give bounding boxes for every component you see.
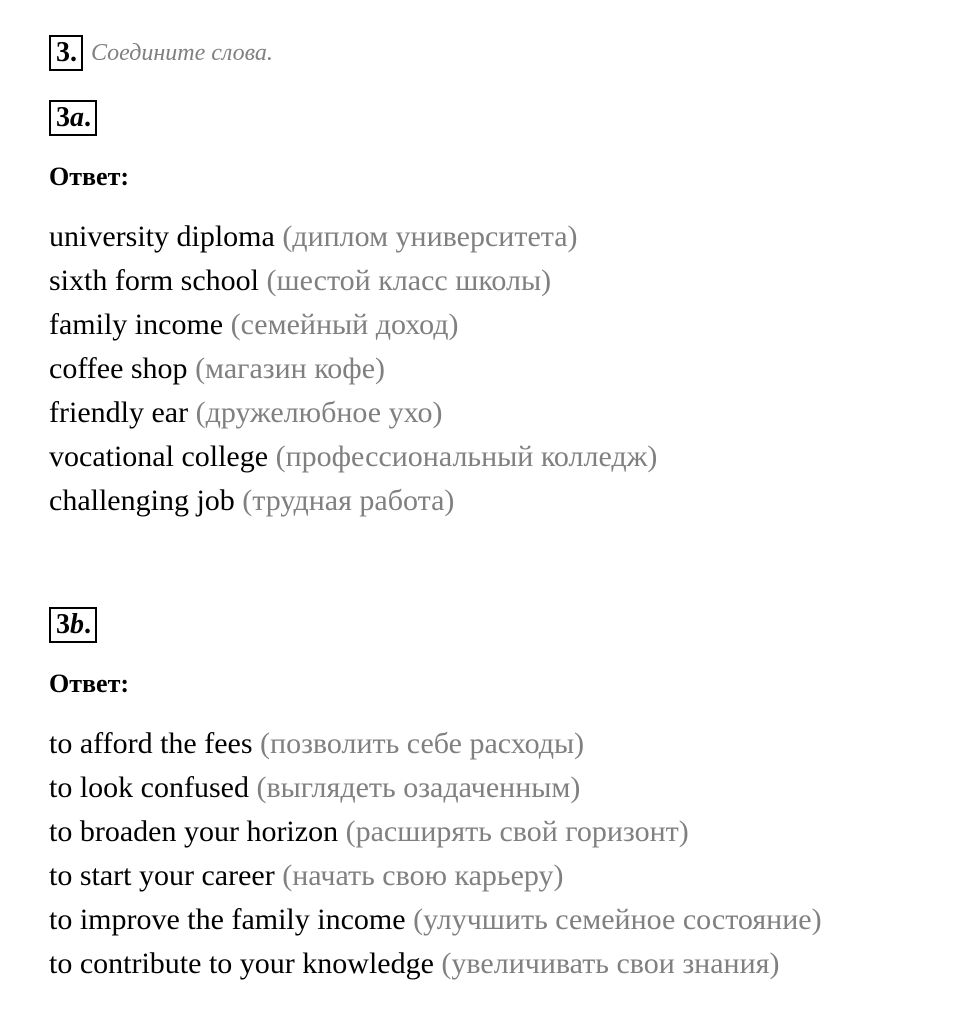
section-suffix: . xyxy=(84,609,91,640)
english-phrase: to look confused xyxy=(49,771,249,804)
english-phrase: to improve the family income xyxy=(49,903,406,936)
word-pair xyxy=(49,942,822,986)
russian-translation: (профессиональный колледж) xyxy=(275,440,658,473)
english-phrase: family income xyxy=(49,308,224,341)
section-3b-label xyxy=(49,607,97,643)
russian-translation: (улучшить семейное состояние) xyxy=(413,903,822,936)
russian-translation: (расширять свой горизонт) xyxy=(345,815,689,848)
russian-translation: (выглядеть озадаченным) xyxy=(256,771,581,804)
word-pair xyxy=(49,303,657,347)
english-phrase: vocational college xyxy=(49,440,269,473)
task-header xyxy=(49,35,273,71)
word-pair xyxy=(49,215,657,259)
task-number-suffix: . xyxy=(70,37,77,68)
russian-translation: (семейный доход) xyxy=(230,308,459,341)
task-number-box xyxy=(49,35,83,71)
word-pairs-3a xyxy=(49,215,657,523)
english-phrase: sixth form school xyxy=(49,264,259,297)
task-number: 3 xyxy=(56,37,70,68)
russian-translation: (увеличивать свои знания) xyxy=(441,947,780,980)
russian-translation: (диплом университета) xyxy=(282,220,578,253)
answer-label-3b: Ответ: xyxy=(49,669,130,698)
word-pair xyxy=(49,435,657,479)
section-letter: a xyxy=(70,102,84,133)
section-letter: b xyxy=(70,609,84,640)
section-suffix: . xyxy=(84,102,91,133)
english-phrase: to afford the fees xyxy=(49,727,253,760)
russian-translation: (дружелюбное ухо) xyxy=(195,396,443,429)
english-phrase: challenging job xyxy=(49,484,235,517)
english-phrase: university diploma xyxy=(49,220,275,253)
russian-translation: (трудная работа) xyxy=(242,484,455,517)
word-pair xyxy=(49,854,822,898)
word-pair xyxy=(49,479,657,523)
russian-translation: (шестой класс школы) xyxy=(266,264,552,297)
section-number-box xyxy=(49,607,97,643)
russian-translation: (начать свою карьеру) xyxy=(282,859,564,892)
word-pair xyxy=(49,898,822,942)
english-phrase: to start your career xyxy=(49,859,275,892)
english-phrase: friendly ear xyxy=(49,396,189,429)
section-3a-label xyxy=(49,100,97,136)
russian-translation: (позволить себе расходы) xyxy=(260,727,585,760)
word-pair xyxy=(49,722,822,766)
word-pair xyxy=(49,259,657,303)
word-pairs-3b xyxy=(49,722,822,986)
english-phrase: to contribute to your knowledge xyxy=(49,947,434,980)
section-number: 3 xyxy=(56,609,70,640)
word-pair xyxy=(49,347,657,391)
word-pair xyxy=(49,766,822,810)
english-phrase: coffee shop xyxy=(49,352,188,385)
word-pair xyxy=(49,391,657,435)
task-instruction: Соедините слова. xyxy=(91,39,273,66)
section-number-box xyxy=(49,100,97,136)
russian-translation: (магазин кофе) xyxy=(195,352,386,385)
section-number: 3 xyxy=(56,102,70,133)
english-phrase: to broaden your horizon xyxy=(49,815,339,848)
answer-label-3a: Ответ: xyxy=(49,162,130,191)
word-pair xyxy=(49,810,822,854)
